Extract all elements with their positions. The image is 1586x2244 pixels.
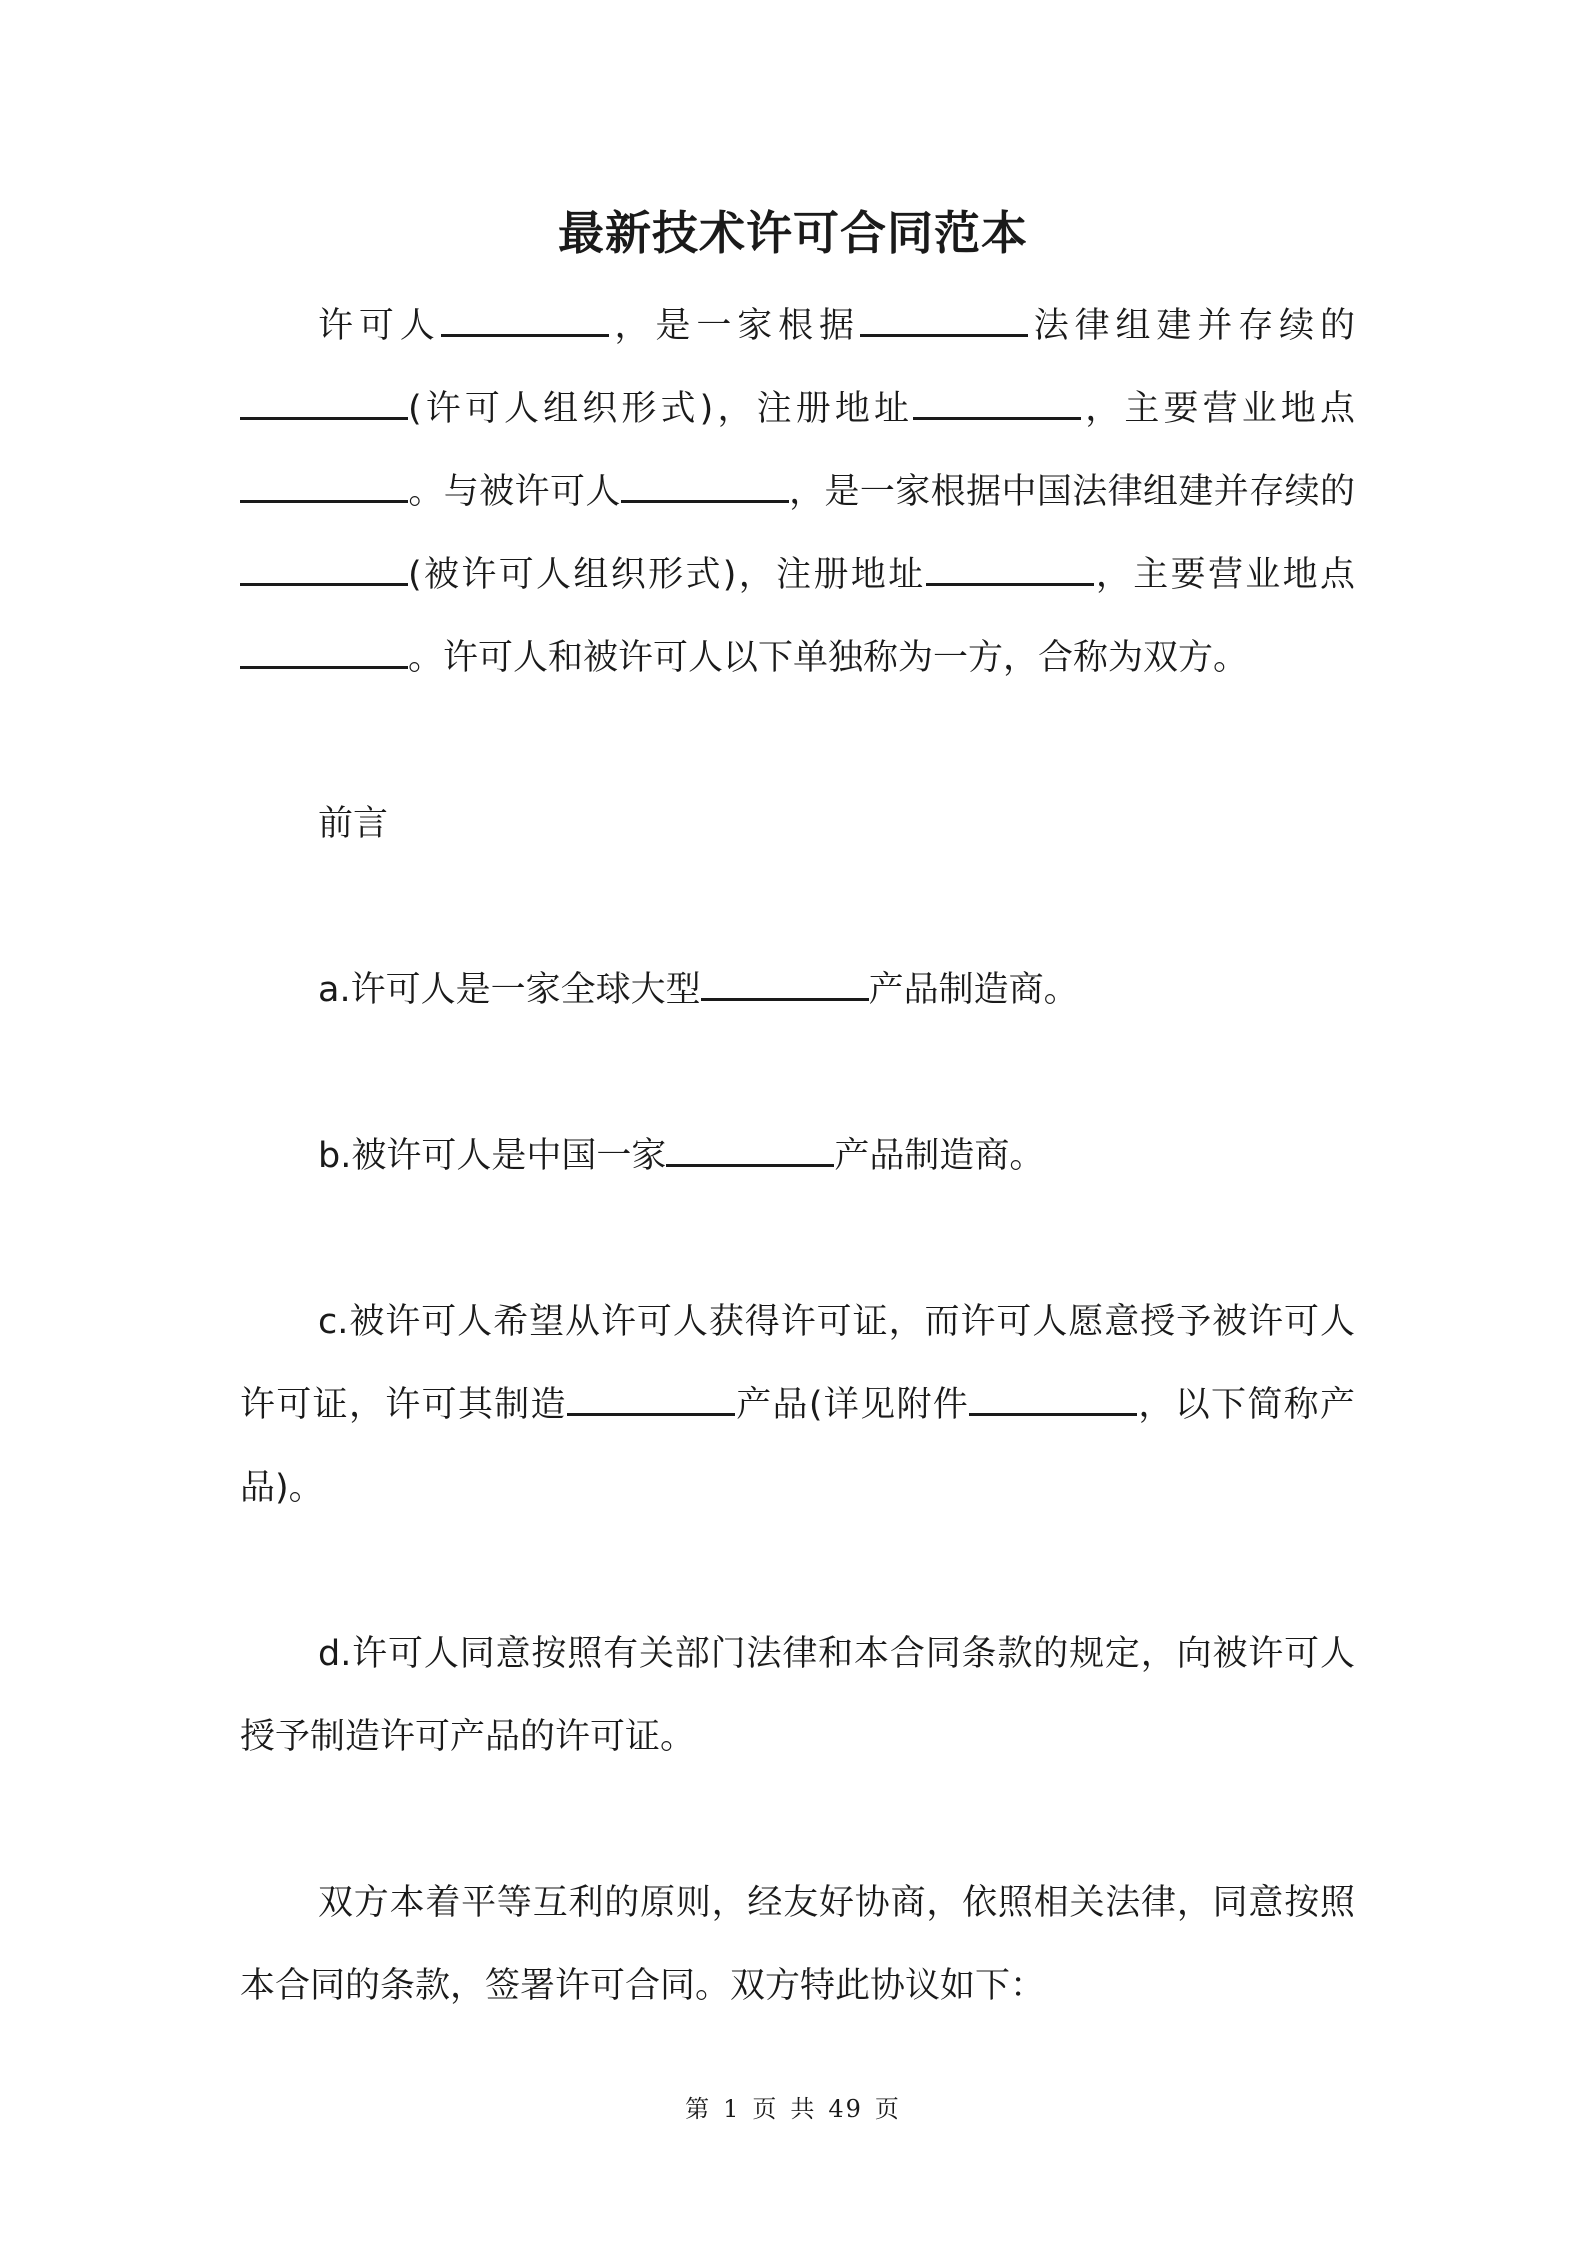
footer-word: 页 — [752, 2095, 779, 2123]
preface-item-c — [240, 1281, 1355, 1530]
fill-blank[interactable] — [441, 304, 609, 337]
item-text: d.许可人同意按照有关部门法律和本合同条款的规定，向被许可人授予制造许可产品的许可证。 — [240, 1634, 1355, 1757]
footer-word: 共 — [790, 2095, 817, 2123]
intro-text: 法律组建并存续的 — [1027, 306, 1355, 346]
intro-text: 。与被许可人 — [408, 472, 621, 512]
intro-text: ，主要营业地点 — [1081, 389, 1355, 429]
intro-text: ，是一家根据 — [608, 306, 860, 346]
intro-text: 。许可人和被许可人以下单独称为一方，合称为双方。 — [408, 638, 1249, 678]
footer-word: 页 — [874, 2095, 901, 2123]
item-text: 产品制造商。 — [868, 970, 1079, 1010]
document-body — [240, 285, 1355, 2028]
item-text: ，以下简称产品)。 — [240, 1385, 1355, 1508]
fill-blank[interactable] — [969, 1383, 1137, 1416]
intro-text: 许可人 — [318, 306, 441, 346]
item-text: a.许可人是一家全球大型 — [318, 970, 701, 1010]
intro-text: ，主要营业地点 — [1093, 555, 1355, 595]
fill-blank[interactable] — [913, 387, 1081, 420]
fill-blank[interactable] — [666, 1134, 834, 1167]
intro-text: ，是一家根据中国法律组建并存续的 — [788, 472, 1355, 512]
item-text: 产品(详见附件 — [734, 1385, 970, 1425]
preface-heading: 前言 — [318, 804, 389, 844]
fill-blank[interactable] — [240, 636, 408, 669]
fill-blank[interactable] — [240, 553, 408, 586]
footer-word: 第 — [685, 2095, 712, 2123]
closing-paragraph — [240, 1862, 1355, 2028]
preface-item-b — [240, 1115, 1355, 1198]
intro-text: (许可人组织形式)，注册地址 — [408, 389, 914, 429]
fill-blank[interactable] — [240, 387, 408, 420]
page-number: 1 — [723, 2095, 741, 2123]
fill-blank[interactable] — [860, 304, 1028, 337]
fill-blank[interactable] — [621, 470, 789, 503]
total-pages: 49 — [828, 2095, 863, 2123]
fill-blank[interactable] — [240, 470, 408, 503]
item-text: b.被许可人是中国一家 — [318, 1136, 667, 1176]
preface-item-d — [240, 1613, 1355, 1779]
fill-blank[interactable] — [926, 553, 1094, 586]
fill-blank[interactable] — [701, 968, 869, 1001]
preface-item-a — [240, 949, 1355, 1032]
page-footer — [0, 2094, 1586, 2124]
fill-blank[interactable] — [567, 1383, 735, 1416]
intro-paragraph — [240, 285, 1355, 700]
document-title: 最新技术许可合同范本 — [558, 206, 1028, 260]
closing-text: 双方本着平等互利的原则，经友好协商，依照相关法律，同意按照本合同的条款，签署许可合同。双方特此协议如下： — [240, 1883, 1355, 2006]
item-text: c.被许可人希望从许可人获得许可证，而许可人愿意授予被许可人许可证，许可其制造 — [240, 1302, 1355, 1425]
intro-text: (被许可人组织形式)，注册地址 — [408, 555, 926, 595]
item-text: 产品制造商。 — [834, 1136, 1045, 1176]
